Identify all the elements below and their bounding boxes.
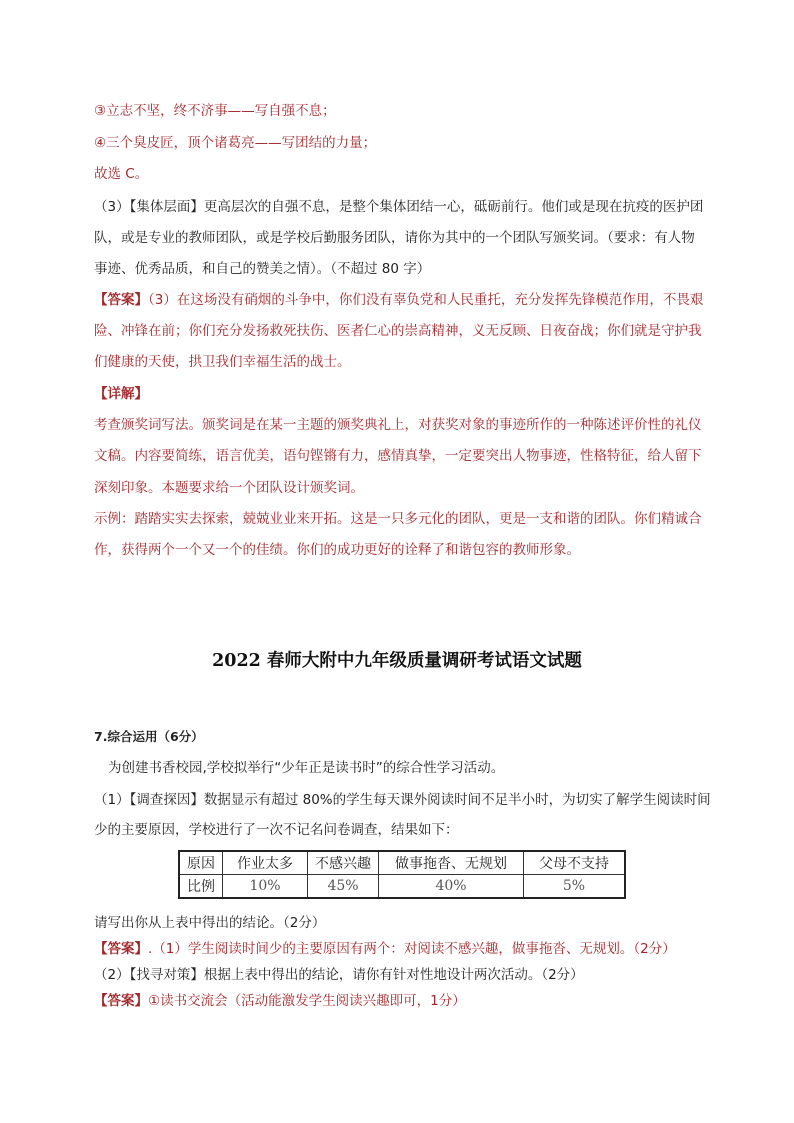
- survey-table: [178, 850, 626, 899]
- question-3-line-1: （3）【集体层面】更高层次的自强不息，是整个集体团结一心，砥砺前行。他们或是现在抗疫的医护团: [94, 199, 704, 215]
- table-row: [179, 875, 625, 899]
- example-line-2: 作，获得两个一个又一个的佳绩。你们的成功更好的诠释了和谐包容的教师形象。: [94, 542, 580, 558]
- question-7-heading: 7.综合运用（6分）: [94, 729, 204, 744]
- table-header-cell: 父母不支持: [524, 851, 626, 875]
- detail-line-2: 文稿。内容要简练，语言优美，语句铿锵有力，感情真挚，一定要突出人物事迹，性格特征，给人留下: [94, 448, 702, 464]
- question-3-line-2: 队，或是专业的教师团队，或是学校后勤服务团队，请你为其中的一个团队写颁奖词。（要求：有人物: [94, 230, 695, 246]
- table-cell: 40%: [379, 875, 524, 899]
- table-header-cell: 不感兴趣: [308, 851, 379, 875]
- answer-2-line: [94, 989, 734, 1013]
- sub-question-2-line: （2）【找寻对策】根据上表中得出的结论，请你有针对性地设计两次活动。（2分）: [94, 967, 584, 983]
- answer-1-text: .（1）学生阅读时间少的主要原因有两个：对阅读不感兴趣，做事拖沓、无规划。（2分）: [148, 941, 676, 957]
- answer-tag: 【答案】: [94, 941, 148, 957]
- sub-question-1-line-1: （1）【调查探因】数据显示有超过 80%的学生每天课外阅读时间不足半小时，为切实了解学生阅读时间: [94, 792, 711, 808]
- write-conclusion-prompt: 请写出你从上表中得出的结论。（2分）: [94, 915, 326, 931]
- answer-1-line: [94, 937, 734, 961]
- exam-title: 2022 春师大附中九年级质量调研考试语文试题: [212, 651, 582, 671]
- table-cell: 5%: [524, 875, 626, 899]
- table-header-cell: 做事拖沓、无规划: [379, 851, 524, 875]
- answer-3-line-2: 险、冲锋在前；你们充分发扬救死扶伤、医者仁心的崇高精神，义无反顾、日夜奋战；你们就是守护我: [94, 323, 702, 339]
- answer-3-line-1: [94, 288, 734, 312]
- answer-tag: 【答案】: [94, 292, 148, 308]
- answer-tag: 【答案】: [94, 993, 148, 1009]
- table-cell: 10%: [223, 875, 308, 899]
- detail-tag: 【详解】: [94, 386, 148, 402]
- choose-line: 故选 C。: [94, 166, 149, 182]
- sub-question-1-line-2: 少的主要原因，学校进行了一次不记名问卷调查，结果如下：: [94, 822, 459, 838]
- question-3-line-3: 事迹、优秀品质，和自己的赞美之情）。（不超过 80 字）: [94, 261, 431, 277]
- table-header-row: [179, 851, 625, 875]
- detail-line-3: 深刻印象。本题要求给一个团队设计颁奖词。: [94, 480, 364, 496]
- answer-3-text: （3）在这场没有硝烟的斗争中，你们没有辜负党和人民重托，充分发挥先锋模范作用，不畏艰: [148, 292, 704, 308]
- detail-line-1: 考查颁奖词写法。颁奖词是在某一主题的颁奖典礼上，对获奖对象的事迹所作的一种陈述评价性的礼仪: [94, 417, 702, 433]
- example-line-1: 示例：踏踏实实去探索，兢兢业业来开拓。这是一只多元化的团队，更是一支和谐的团队。你们精诚合: [94, 511, 702, 527]
- item-3-line: ③立志不坚，终不济事——写自强不息；: [94, 103, 336, 119]
- table-header-cell: 作业太多: [223, 851, 308, 875]
- intro-line: 为创建书香校园,学校拟举行“少年正是读书时”的综合性学习活动。: [108, 760, 505, 776]
- table-cell: 45%: [308, 875, 379, 899]
- answer-2-text: ①读书交流会（活动能激发学生阅读兴趣即可，1分）: [148, 993, 466, 1009]
- item-4-line: ④三个臭皮匠，顶个诸葛亮——写团结的力量；: [94, 135, 377, 151]
- answer-3-line-3: 们健康的天使，拱卫我们幸福生活的战士。: [94, 354, 351, 370]
- table-header-cell: 原因: [179, 851, 223, 875]
- table-cell: 比例: [179, 875, 223, 899]
